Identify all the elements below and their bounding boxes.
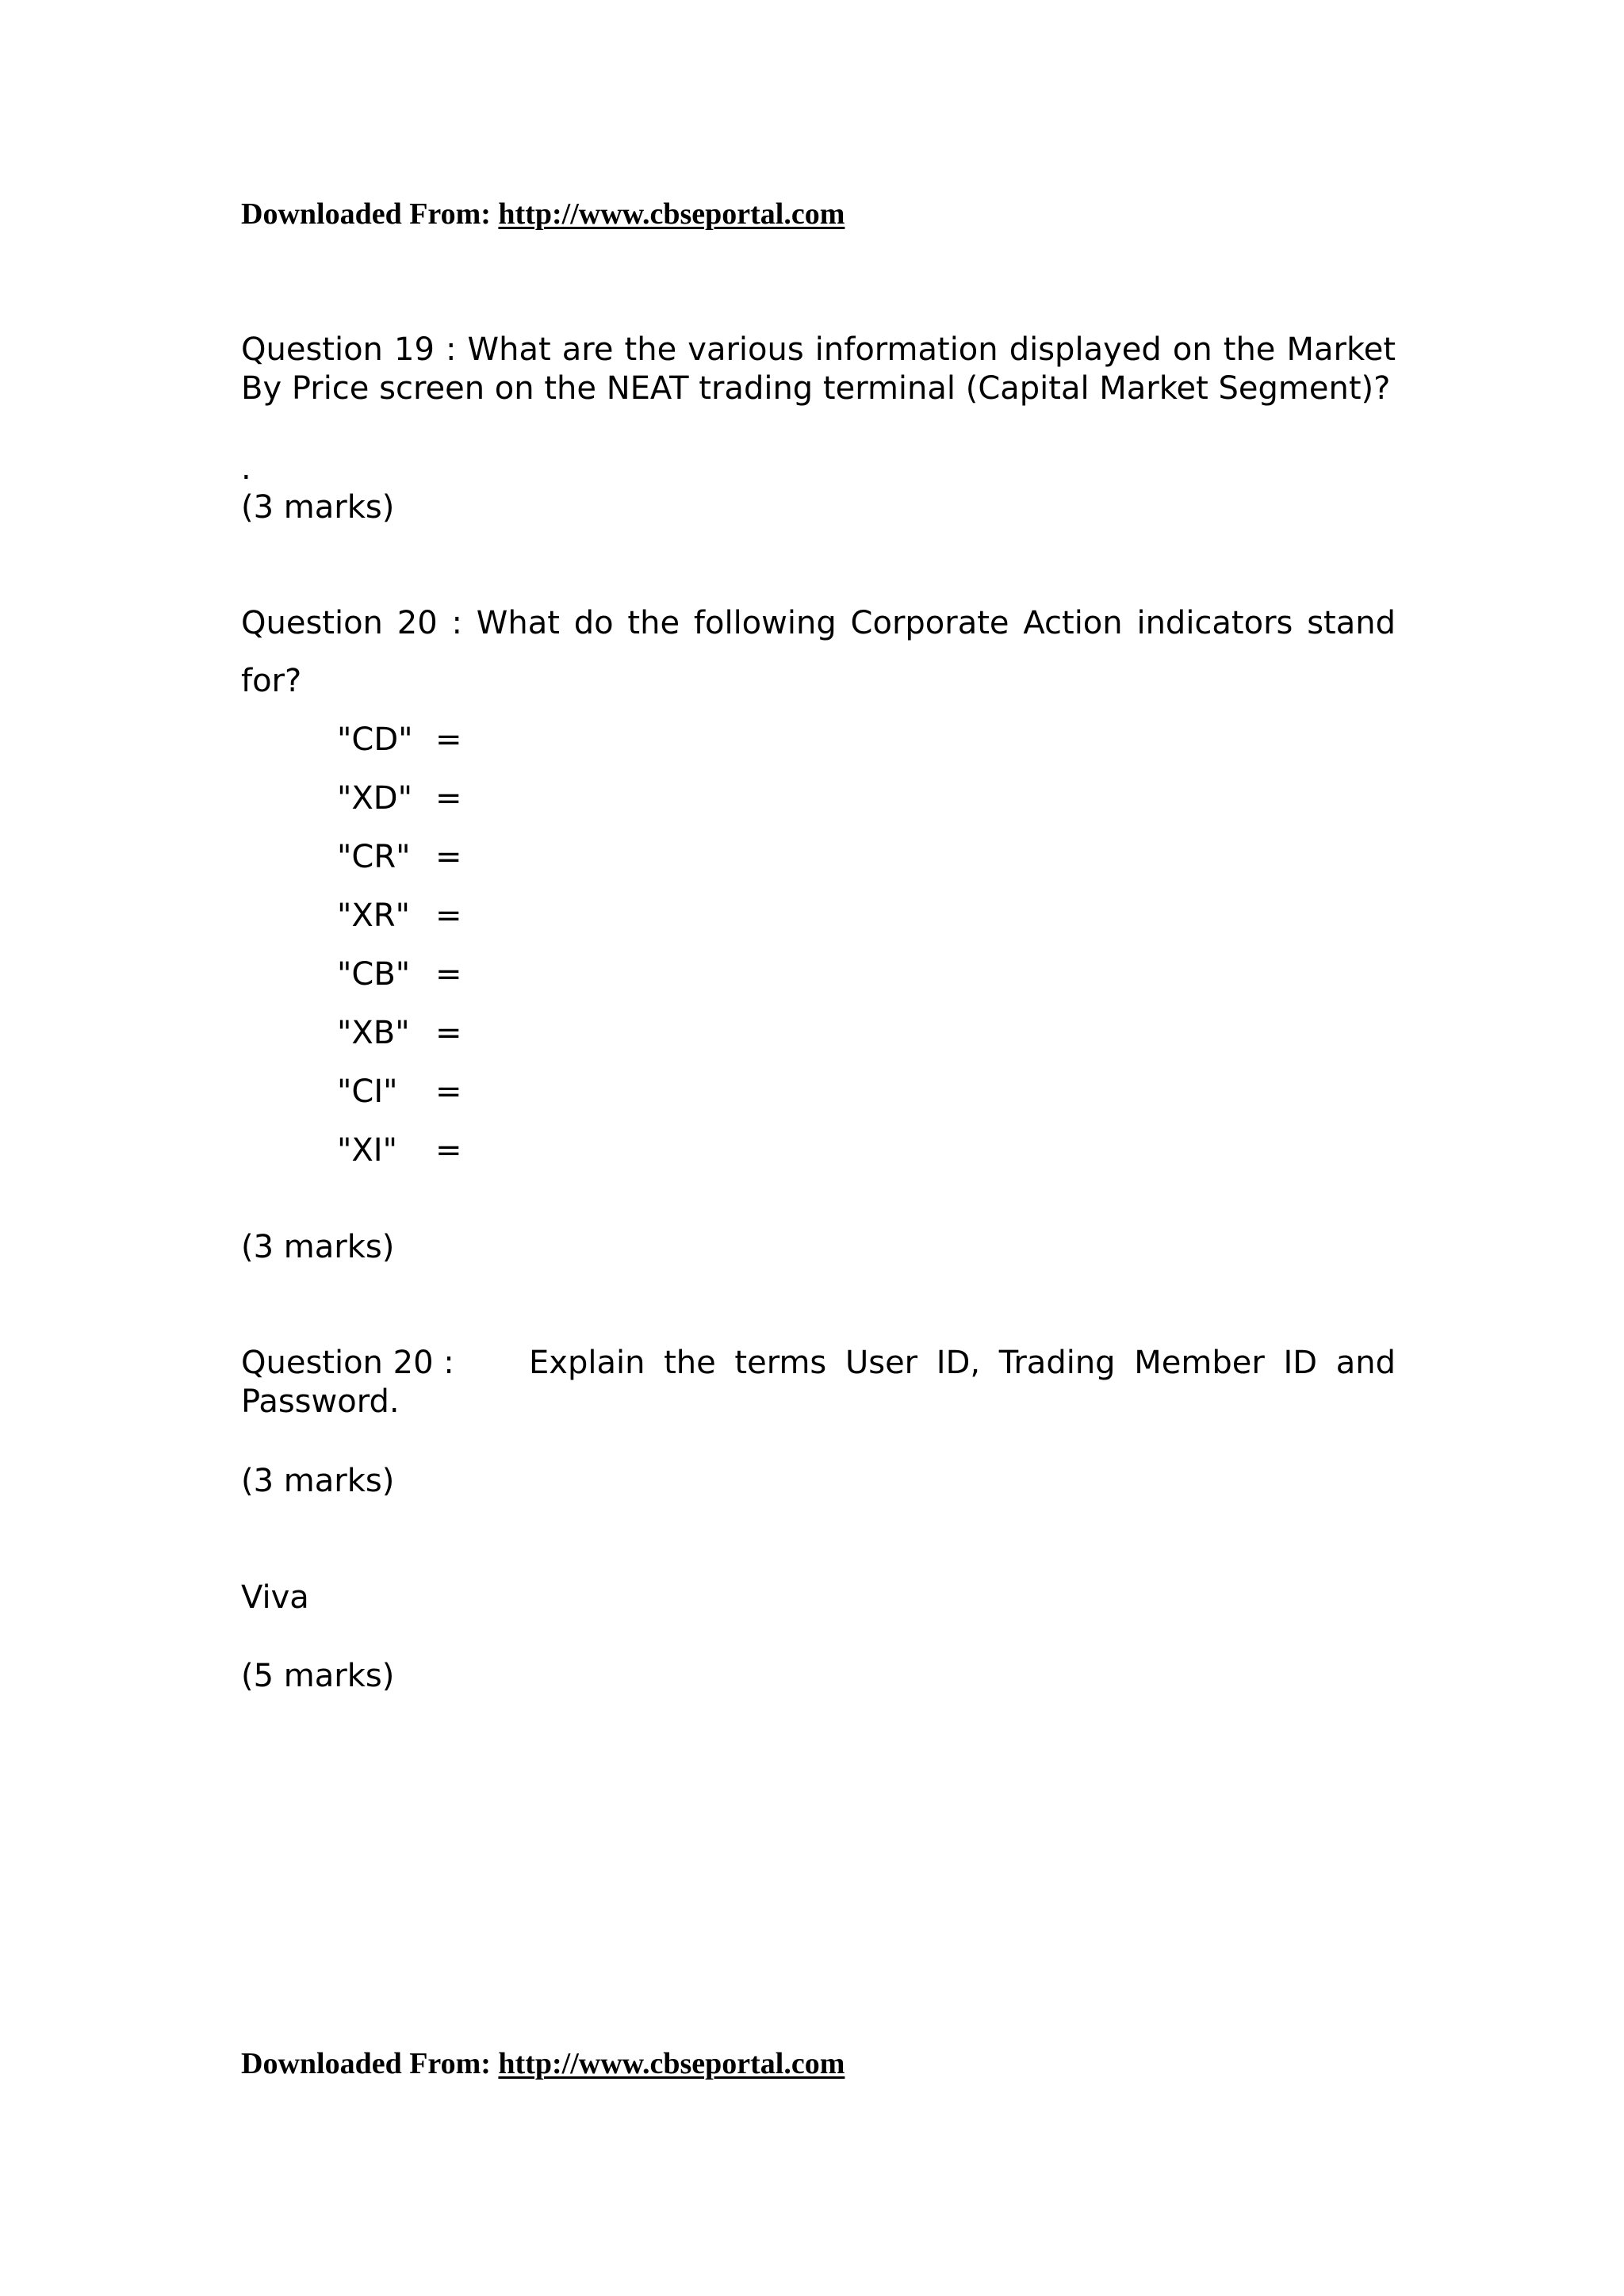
indicator-code: "XB": [337, 1015, 410, 1051]
indicator-equals: =: [435, 780, 462, 817]
indicator-equals: =: [435, 956, 462, 993]
indicator-equals: =: [435, 839, 462, 875]
indicator-equals: =: [435, 1132, 462, 1169]
question-21-text: Explain the terms User ID, Trading Member ID and: [529, 1345, 1396, 1381]
footer-source: [241, 2045, 845, 2082]
indicator-equals: =: [435, 1015, 462, 1051]
question-19-dot: .: [241, 450, 251, 487]
header-label: Downloaded From:: [241, 197, 491, 231]
indicator-code: "CI": [337, 1073, 398, 1110]
question-19-text: Question 19 : What are the various information displayed on the Market By Price screen on the NEAT trading terminal (Capital Market Segment)?: [241, 331, 1396, 407]
viva-label: Viva: [241, 1579, 309, 1616]
indicator-code: "XD": [337, 780, 412, 817]
indicator-equals: =: [435, 1073, 462, 1110]
indicator-code: "CR": [337, 839, 411, 875]
footer-label: Downloaded From:: [241, 2047, 491, 2080]
indicator-code: "CB": [337, 956, 411, 993]
indicator-code: "CD": [337, 721, 413, 758]
question-21-marks: (3 marks): [241, 1463, 395, 1499]
indicator-equals: =: [435, 721, 462, 758]
question-21-line-2: Password.: [241, 1383, 400, 1420]
indicator-equals: =: [435, 897, 462, 934]
header-source: [241, 196, 845, 232]
question-20-marks: (3 marks): [241, 1229, 395, 1265]
question-19-marks: (3 marks): [241, 489, 395, 526]
header-link[interactable]: http://www.cbseportal.com: [498, 197, 845, 231]
indicator-code: "XR": [337, 897, 410, 934]
footer-link[interactable]: http://www.cbseportal.com: [498, 2047, 845, 2080]
question-20-line-2: for?: [241, 663, 302, 699]
viva-marks: (5 marks): [241, 1658, 395, 1694]
question-21-label: Question 20 :: [241, 1345, 454, 1381]
indicator-code: "XI": [337, 1132, 397, 1169]
question-20-line-1: Question 20 : What do the following Corporate Action indicators stand: [241, 605, 1396, 641]
